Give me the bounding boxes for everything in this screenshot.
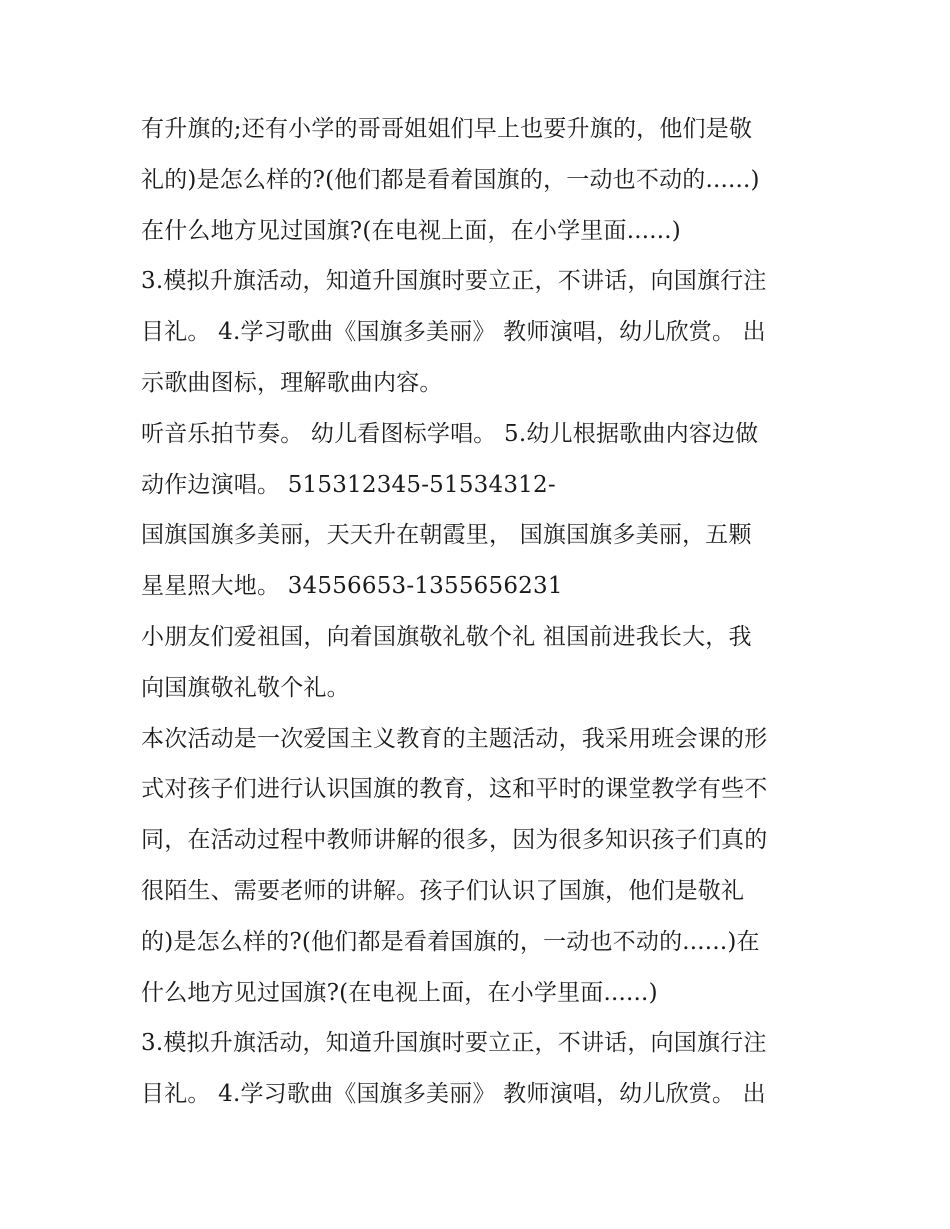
text-line: 在什么地方见过国旗?(在电视上面，在小学里面......) [141,217,681,244]
text-line: 式对孩子们进行认识国旗的教育，这和平时的课堂教学有些不 [141,776,768,803]
text-line: 同，在活动过程中教师讲解的很多，因为很多知识孩子们真的 [141,827,768,854]
text-line: 星星照大地。 34556653-1355656231 [141,573,563,600]
text-line: 什么地方见过国旗?(在电视上面，在小学里面......) [141,979,658,1006]
text-line: 3.模拟升旗活动，知道升国旗时要立正，不讲话，向国旗行注 [141,1030,767,1057]
text-line: 向国旗敬礼敬个礼。 [141,674,350,701]
text-line: 有升旗的;还有小学的哥哥姐姐们早上也要升旗的，他们是敬 [141,116,753,142]
text-line: 礼的)是怎么样的?(他们都是看着国旗的，一动也不动的......) [141,166,760,193]
text-line: 听音乐拍节奏。 幼儿看图标学唱。 5.幼儿根据歌曲内容边做 [141,420,759,447]
text-line: 很陌生、需要老师的讲解。孩子们认识了国旗，他们是敬礼 [141,877,745,904]
text-line: 的)是怎么样的?(他们都是看着国旗的，一动也不动的......)在 [141,928,760,955]
text-line: 示歌曲图标，理解歌曲内容。 [141,369,443,396]
text-line: 3.模拟升旗活动，知道升国旗时要立正，不讲话，向国旗行注 [141,268,767,295]
body-text [141,104,821,1120]
text-line: 小朋友们爱祖国，向着国旗敬礼敬个礼 祖国前进我长大，我 [141,623,752,650]
text-line: 本次活动是一次爱国主义教育的主题活动，我采用班会课的形 [141,725,768,752]
text-line: 目礼。 4.学习歌曲《国旗多美丽》 教师演唱，幼儿欣赏。 出 [141,319,766,346]
text-line: 国旗国旗多美丽，天天升在朝霞里， 国旗国旗多美丽，五颗 [141,522,752,549]
text-line: 动作边演唱。 515312345-51534312- [141,471,556,498]
text-line: 目礼。 4.学习歌曲《国旗多美丽》 教师演唱，幼儿欣赏。 出 [141,1081,766,1108]
